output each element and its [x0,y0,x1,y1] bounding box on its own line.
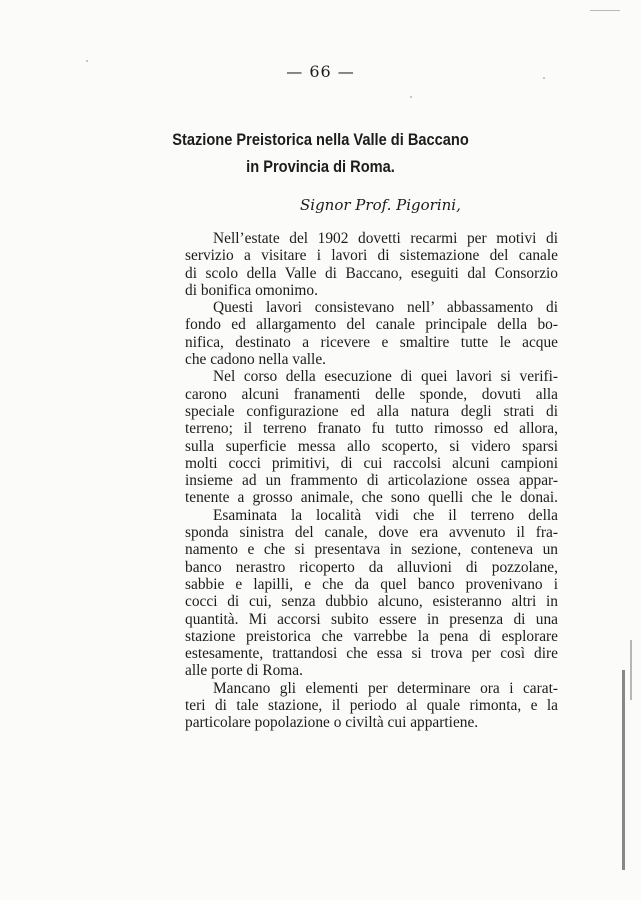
text-line: sponda sinistra del canale, dove era avvenuto il fra- [185,524,558,542]
text-line: terreno; il terreno franato fu tutto rimosso ed allora, [185,420,558,438]
text-line: Nel corso della esecuzione di quei lavori si verifi- [213,368,558,386]
text-line: quantità. Mi accorsi subito essere in presenza di una [185,610,558,628]
text-line: di scolo della Valle di Baccano, eseguiti dal Consorzio [185,264,558,282]
text-line: sabbie e lapilli, e che da quel banco provenivano i [185,575,558,593]
text-line: carono alcuni franamenti delle sponde, dovuti alla [185,385,558,403]
text-line: nifica, destinato a ricevere e smaltire tutte le acque [185,333,558,351]
paragraph [185,507,558,680]
text-line: cocci di cui, senza dubbio alcuno, esisteranno altri in [185,593,558,611]
text-line: namento e che si presentava in sezione, conteneva un [185,541,558,559]
text-line: sulla superficie messa allo scoperto, si videro sparsi [185,437,558,455]
letter-body [185,230,558,732]
text-line: insieme ad un frammento di articolazione ossea appar- [185,472,558,490]
text-line: estesamente, trattandosi che essa si trova per così dire [185,645,558,663]
text-line: teri di tale stazione, il periodo al quale rimonta, e la [185,697,558,715]
title-line: in Provincia di Roma. [246,157,395,176]
title-line: Stazione Preistorica nella Valle di Baccano [172,130,469,149]
text-line: speciale configurazione ed alla natura degli strati di [185,402,558,420]
text-line: Mancano gli elementi per determinare ora i carat- [213,679,558,697]
text-line: tenente a grosso animale, che sono quelli che le donai. [185,489,558,507]
page-number: — 66 — [286,62,355,81]
text-line: stazione preistorica che varrebbe la pena di esplorare [185,627,558,645]
text-line: Questi lavori consistevano nell’ abbassamento di [213,299,558,317]
paragraph [185,299,558,368]
text-line: particolare popolazione o civiltà cui appartiene. [185,714,479,732]
text-line: molti cocci primitivi, di cui raccolsi alcuni campioni [185,454,558,472]
scan-edge-shadow [630,640,632,700]
text-line: servizio a visitare i lavori di sistemazione del canale [185,247,558,265]
text-line: banco nerastro ricoperto da alluvioni di pozzolane, [185,558,558,576]
text-line: Nell’estate del 1902 dovetti recarmi per motivi di [213,230,558,247]
paragraph [185,230,558,299]
text-line: di bonifica omonimo. [185,281,318,299]
text-line: fondo ed allargamento del canale principale della bo- [185,316,558,334]
text-line: che cadono nella valle. [185,351,327,369]
paragraph [185,368,558,506]
text-line: Esaminata la località vidi che il terreno della [213,506,558,524]
text-line: alle porte di Roma. [185,662,303,680]
scan-speck [410,96,412,98]
salutation: Signor Prof. Pigorini, [300,196,461,214]
paragraph [185,680,558,732]
scan-edge-shadow [622,670,625,870]
scan-mark [590,10,620,11]
page-title [45,126,596,180]
